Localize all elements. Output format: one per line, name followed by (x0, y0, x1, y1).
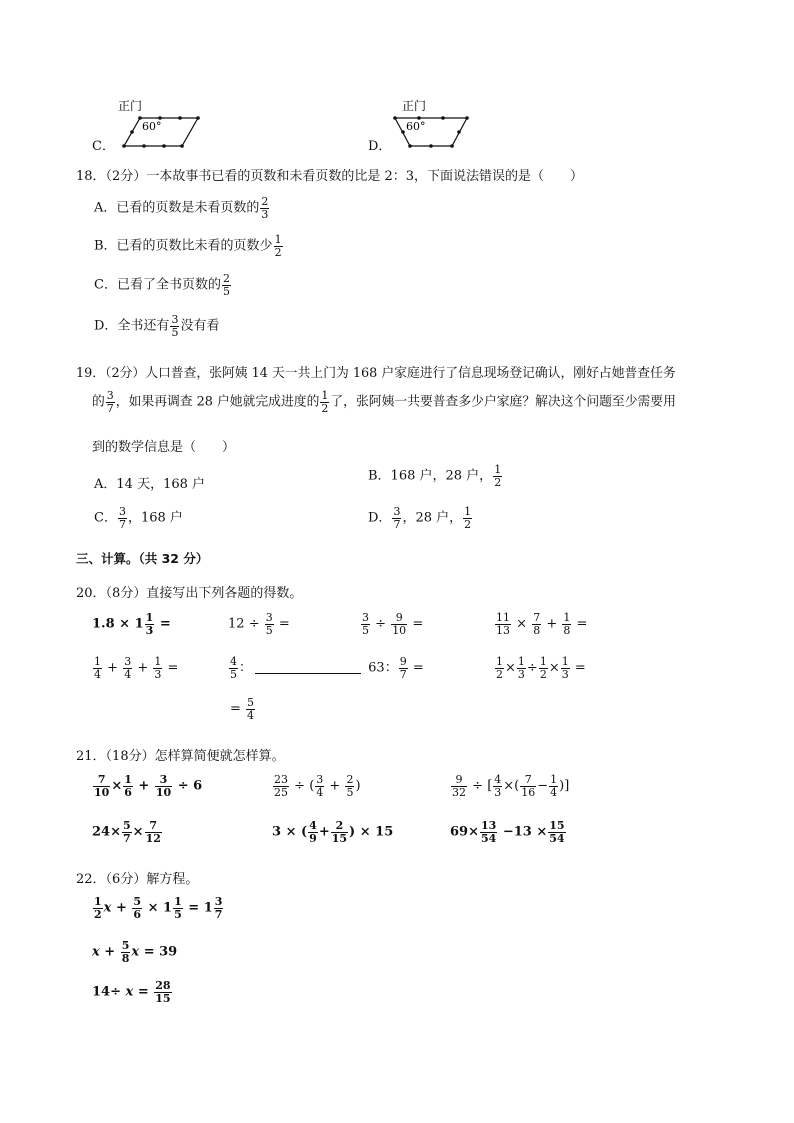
q18-b-text: B．已看的页数比未看的页数少 (94, 238, 273, 254)
section-3-heading: 三、计算。（共 32 分） (76, 551, 209, 566)
q19-d-fraction-2: $\frac{1}{2}$ (464, 505, 472, 531)
q18-option-a[interactable] (94, 196, 270, 220)
q17-option-c-figure (110, 96, 210, 151)
q20-answer-blank[interactable] (255, 663, 361, 674)
q22-equation-1: $\frac{1}{2}$ x + $\frac{5}{6}$ × 1 $\frac{1}{5}$ = 1 $\frac{3}{7}$ (94, 895, 223, 921)
q19-line2: 的 $\frac{3}{7}$ ，如果再调查 28 户她就完成进度的 $\frac{1}{2}$ 了，张阿姨一共要普查多少户家庭？解决这个问题至少需要用 (92, 389, 676, 415)
q18-c-text: C．已看了全书页数的 (94, 277, 221, 293)
q19-fraction-3-7: $\frac{3}{7}$ (106, 389, 114, 415)
q19-option-a[interactable]: A．14 天，168 户 (94, 477, 206, 492)
q20-expr-7: $\frac{1}{2}$ × $\frac{1}{3}$ ÷ $\frac{1}{2}$ × $\frac{1}{3}$ = (496, 655, 586, 681)
q19-line3: 到的数学信息是（ ） (92, 440, 236, 455)
q20-expr-3: $\frac{3}{5}$ ÷ $\frac{9}{10}$ = (362, 611, 424, 637)
q20-expr-6-result: = $\frac{5}{4}$ (230, 696, 255, 722)
q19-option-d[interactable]: D． $\frac{3}{7}$ ，28 户， $\frac{1}{2}$ (368, 505, 472, 531)
q18-stem: 18．（2分）一本故事书已看的页数和未看页数的比是 2：3，下面说法错误的是（ ） (76, 169, 583, 184)
q18-b-fraction: $\frac{1}{2}$ (274, 233, 282, 259)
q17-d-angle-label: 60° (406, 120, 426, 133)
q18-d-pre: D．全书还有 (94, 318, 170, 334)
q21-expr-1: $\frac{7}{10}$ × $\frac{1}{6}$ + $\frac{3}{10}$ ÷ 6 (94, 773, 203, 799)
q17-option-d-figure (392, 96, 492, 151)
q20-stem: 20．（8分）直接写出下列各题的得数。 (76, 586, 303, 601)
q18-c-fraction: $\frac{2}{5}$ (222, 272, 230, 298)
q20-expr-6: $\frac{4}{5}$ ： 63： $\frac{9}{7}$ = (230, 655, 424, 681)
q18-a-text: A．已看的页数是未看页数的 (94, 200, 260, 216)
q18-d-post: 没有看 (180, 318, 220, 334)
q22-equation-3: 14÷ x = $\frac{28}{15}$ (92, 979, 171, 1005)
q17-d-gate-label: 正门 (402, 99, 427, 113)
q17-option-c-label[interactable]: C． (92, 139, 115, 154)
q21-expr-5: 3 × ( $\frac{4}{9}$ + $\frac{2}{15}$ ) × 15 (272, 819, 394, 845)
q18-option-d[interactable] (94, 314, 219, 338)
q19-d-fraction-1: $\frac{3}{7}$ (393, 505, 401, 531)
q19-option-c[interactable]: C． $\frac{3}{7}$ ，168 户 (94, 505, 183, 531)
q22-stem: 22．（6分）解方程。 (76, 872, 199, 887)
q18-d-fraction: $\frac{3}{5}$ (171, 313, 179, 339)
q18-a-fraction: $\frac{2}{3}$ (261, 195, 269, 221)
q20-expr-4: $\frac{11}{13}$ × $\frac{7}{8}$ + $\frac{1}{8}$ = (496, 611, 588, 637)
q19-option-b[interactable]: B．168 户，28 户， $\frac{1}{2}$ (368, 463, 502, 489)
q20-expr-2: 12 ÷ $\frac{3}{5}$ = (228, 611, 290, 637)
q20-expr-1: 1.8 × 1 $\frac{1}{3}$ = (92, 611, 171, 637)
q18-option-b[interactable] (94, 234, 284, 258)
q17-option-d-label[interactable]: D． (368, 139, 392, 154)
q19-line1: 19．（2分）人口普查，张阿姨 14 天一共上门为 168 户家庭进行了信息现场登记确认，刚好占她普查任务 (76, 366, 676, 381)
q17-c-gate-label: 正门 (118, 99, 143, 113)
q19-b-fraction: $\frac{1}{2}$ (494, 463, 502, 489)
q21-stem: 21．（18分）怎样算简便就怎样算。 (76, 749, 285, 764)
q21-expr-3: $\frac{9}{32}$ ÷ [ $\frac{4}{3}$ ×( $\frac{7}{16}$ − $\frac{1}{4}$ )] (452, 773, 570, 799)
q22-equation-2: x + $\frac{5}{8}$ x = 39 (92, 939, 178, 965)
q20-expr-5: $\frac{1}{4}$ + $\frac{3}{4}$ + $\frac{1}{3}$ = (94, 655, 179, 681)
q19-fraction-1-2: $\frac{1}{2}$ (321, 389, 329, 415)
q21-expr-6: 69× $\frac{13}{54}$ −13 × $\frac{15}{54}$ (450, 819, 565, 845)
q19-c-fraction: $\frac{3}{7}$ (118, 505, 126, 531)
q18-option-c[interactable] (94, 273, 232, 297)
q21-expr-2: $\frac{23}{25}$ ÷ ( $\frac{3}{4}$ + $\frac{2}{5}$ ) (274, 773, 361, 799)
q17-c-angle-label: 60° (142, 120, 162, 133)
q21-expr-4: 24× $\frac{5}{7}$ × $\frac{7}{12}$ (92, 819, 161, 845)
